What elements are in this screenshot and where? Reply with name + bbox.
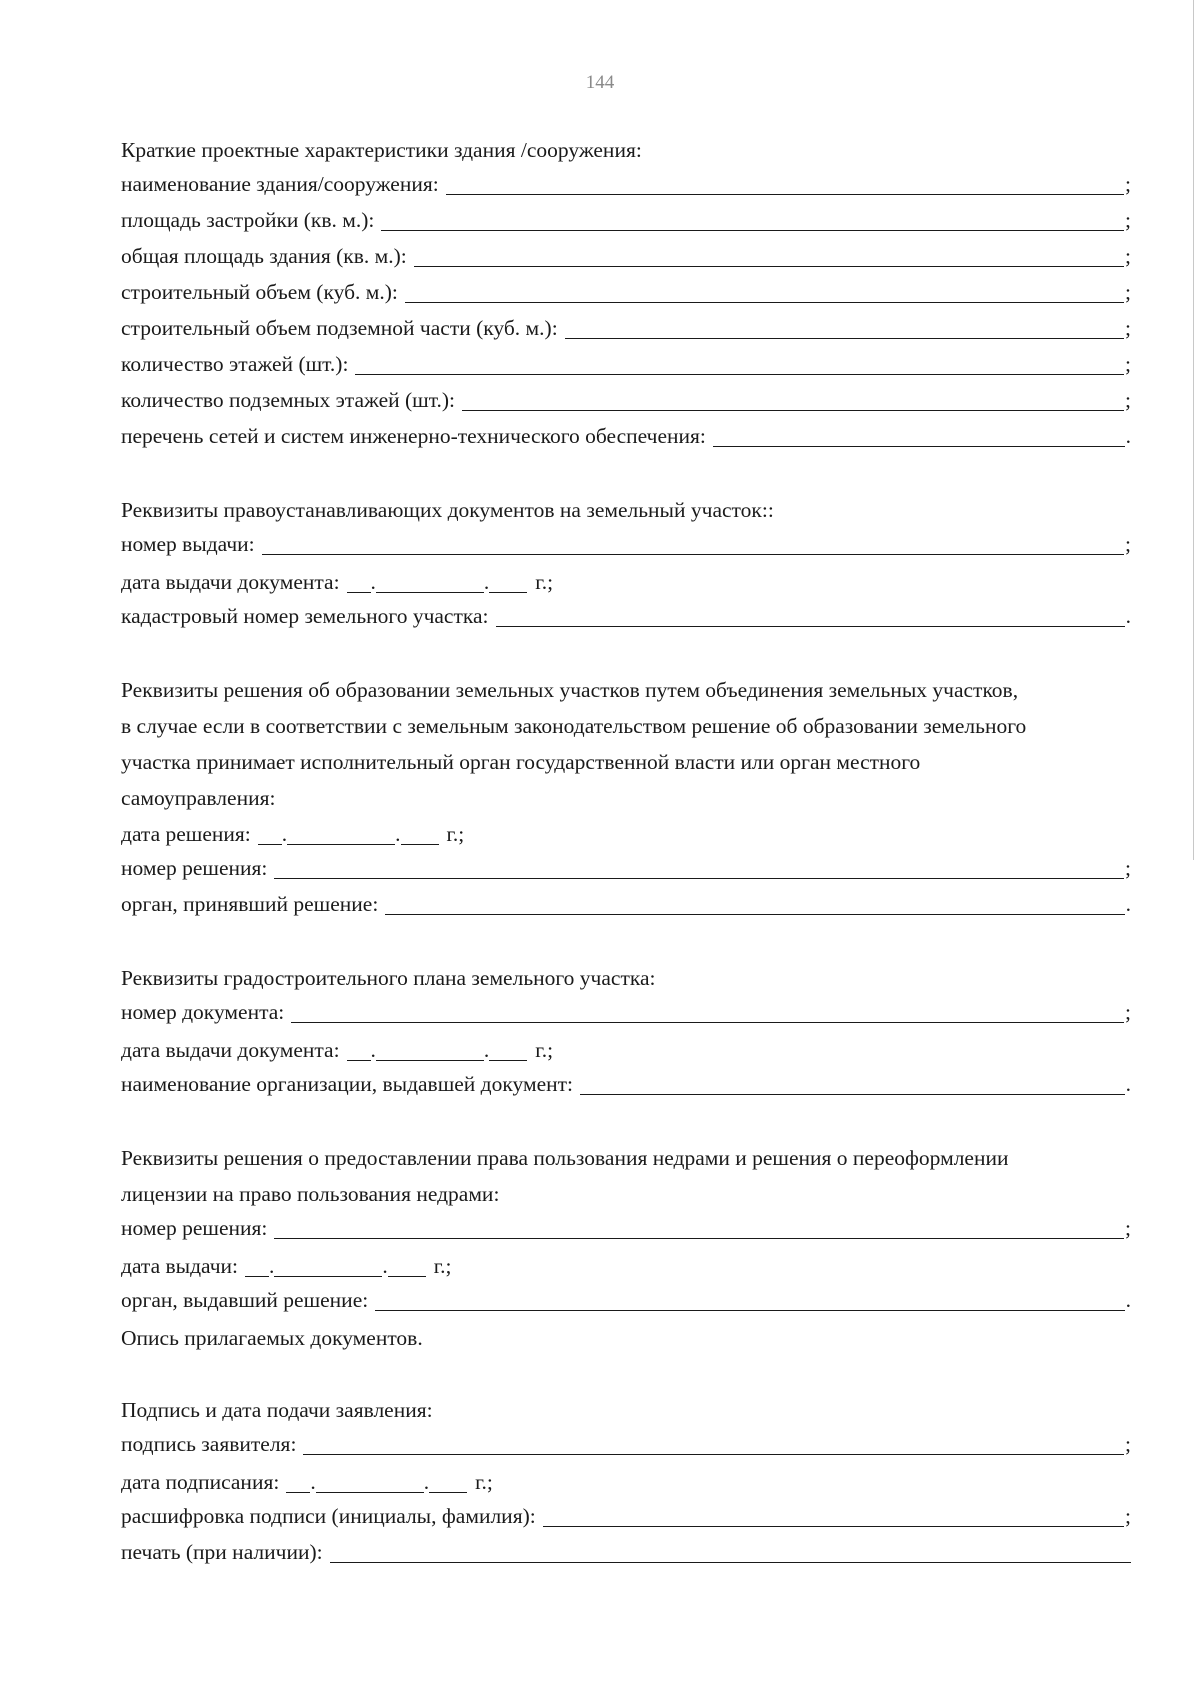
- section-title-line: Реквизиты решения о предоставлении права пользования недрами и решения о переоформлении: [121, 1146, 1009, 1170]
- section-title-line: самоуправления:: [121, 786, 276, 810]
- section-signature: [121, 1392, 1131, 1572]
- cadastral-number-input[interactable]: [496, 604, 1125, 627]
- page-edge-line: [1193, 0, 1194, 860]
- decision-number-input[interactable]: [274, 856, 1124, 879]
- section-title-line: лицензии на право пользования недрами:: [121, 1182, 500, 1206]
- building-name-input[interactable]: [446, 172, 1124, 195]
- field-building-name: [121, 168, 1131, 204]
- section-building: [121, 132, 1131, 456]
- field-end: .: [1125, 1071, 1131, 1096]
- field-end: ;: [1125, 171, 1131, 196]
- date-year-input[interactable]: [401, 823, 439, 846]
- field-gpzu-date: [121, 1032, 1131, 1068]
- date-separator: .: [423, 1470, 430, 1494]
- field-end: ;: [1125, 351, 1131, 376]
- field-end: ;: [1125, 243, 1131, 268]
- date-month-input[interactable]: [376, 571, 484, 594]
- date-month-input[interactable]: [316, 1471, 424, 1494]
- field-end: .: [1125, 1287, 1131, 1312]
- field-gpzu-number: [121, 996, 1131, 1032]
- section-title: Подпись и дата подачи заявления:: [121, 1398, 433, 1422]
- date-separator: .: [269, 1254, 275, 1278]
- field-label: количество подземных этажей (шт.):: [121, 387, 455, 412]
- subsoil-number-input[interactable]: [274, 1216, 1124, 1239]
- date-year-input[interactable]: [388, 1255, 426, 1278]
- engineering-networks-input[interactable]: [713, 424, 1125, 447]
- field-gpzu-org: [121, 1068, 1131, 1104]
- section-title: Реквизиты правоустанавливающих документов на земельный участок::: [121, 498, 774, 522]
- field-label: общая площадь здания (кв. м.):: [121, 243, 407, 268]
- field-end: ;: [1125, 387, 1131, 412]
- field-end: ;: [1125, 1431, 1131, 1456]
- field-subsoil-organ: [121, 1284, 1131, 1320]
- year-suffix: г.;: [433, 1254, 452, 1278]
- section-title-line: участка принимает исполнительный орган государственной власти или орган местного: [121, 750, 921, 774]
- field-end: .: [1125, 891, 1131, 916]
- field-label: номер решения:: [121, 1215, 268, 1240]
- field-label: площадь застройки (кв. м.):: [121, 207, 375, 232]
- underground-floors-input[interactable]: [462, 388, 1124, 411]
- field-land-doc-date: [121, 564, 1131, 600]
- field-floors: [121, 348, 1131, 384]
- field-label: дата выдачи:: [121, 1254, 239, 1278]
- date-month-input[interactable]: [274, 1255, 382, 1278]
- year-suffix: г.;: [475, 1470, 493, 1494]
- field-label: дата выдачи документа:: [121, 570, 340, 594]
- date-year-input[interactable]: [489, 571, 527, 594]
- year-suffix: г.;: [535, 1038, 554, 1062]
- field-label: дата выдачи документа:: [121, 1038, 340, 1062]
- section-title: Реквизиты градостроительного плана земельного участка:: [121, 966, 656, 990]
- field-total-area: [121, 240, 1131, 276]
- date-year-input[interactable]: [489, 1039, 527, 1062]
- field-engineering-networks: [121, 420, 1131, 456]
- page-number: 144: [585, 72, 615, 93]
- field-end: ;: [1125, 207, 1131, 232]
- field-decision-organ: [121, 888, 1131, 924]
- field-decision-date: [121, 816, 1131, 852]
- field-underground-volume: [121, 312, 1131, 348]
- field-label: кадастровый номер земельного участка:: [121, 603, 489, 628]
- field-end: ;: [1125, 1503, 1131, 1528]
- field-end: .: [1125, 423, 1131, 448]
- volume-input[interactable]: [405, 280, 1124, 303]
- field-label: печать (при наличии):: [121, 1539, 323, 1564]
- field-land-doc-number: [121, 528, 1131, 564]
- field-cadastral-number: [121, 600, 1131, 636]
- field-label: номер решения:: [121, 855, 268, 880]
- section-title-line: в случае если в соответствии с земельным законодательством решение об образовании земельного: [121, 714, 1027, 738]
- date-separator: .: [395, 822, 401, 846]
- land-doc-number-input[interactable]: [262, 532, 1124, 555]
- section-land-docs: [121, 492, 1131, 636]
- date-month-input[interactable]: [287, 823, 395, 846]
- section-gpzu: [121, 960, 1131, 1104]
- field-label: перечень сетей и систем инженерно-технического обеспечения:: [121, 423, 706, 448]
- year-suffix: г.;: [446, 822, 465, 846]
- date-separator: .: [382, 1254, 388, 1278]
- underground-volume-input[interactable]: [565, 316, 1124, 339]
- gpzu-org-input[interactable]: [580, 1072, 1125, 1095]
- seal-input[interactable]: [330, 1540, 1131, 1563]
- field-subsoil-date: [121, 1248, 1131, 1284]
- field-end: ;: [1125, 1215, 1131, 1240]
- date-separator: .: [310, 1470, 316, 1494]
- signature-decode-input[interactable]: [543, 1504, 1124, 1527]
- gpzu-number-input[interactable]: [291, 1000, 1124, 1023]
- field-end: ;: [1125, 279, 1131, 304]
- section-title-line: Реквизиты решения об образовании земельных участков путем объединения земельных участков,: [121, 678, 1019, 702]
- field-sign-date: [121, 1464, 1131, 1500]
- date-day-input[interactable]: [286, 1471, 310, 1494]
- form-content: [121, 132, 1131, 1608]
- section-formation-decision: [121, 672, 1131, 924]
- section-subsoil: [121, 1140, 1131, 1356]
- field-label: дата подписания:: [121, 1470, 280, 1494]
- field-label: номер документа:: [121, 999, 285, 1024]
- date-separator: .: [370, 570, 376, 594]
- field-end: ;: [1125, 315, 1131, 340]
- field-decision-number: [121, 852, 1131, 888]
- field-end: ;: [1125, 531, 1131, 556]
- field-end: ;: [1125, 999, 1131, 1024]
- signature-input[interactable]: [303, 1432, 1124, 1455]
- inventory-note: Опись прилагаемых документов.: [121, 1326, 423, 1350]
- field-label: строительный объем подземной части (куб. м.):: [121, 315, 558, 340]
- decision-organ-input[interactable]: [385, 892, 1124, 915]
- field-underground-floors: [121, 384, 1131, 420]
- field-label: орган, выдавший решение:: [121, 1287, 369, 1312]
- field-signature: [121, 1428, 1131, 1464]
- field-label: количество этажей (шт.):: [121, 351, 349, 376]
- field-end: ;: [1125, 855, 1131, 880]
- field-label: строительный объем (куб. м.):: [121, 279, 398, 304]
- total-area-input[interactable]: [414, 244, 1124, 267]
- date-year-input[interactable]: [429, 1471, 467, 1494]
- field-subsoil-number: [121, 1212, 1131, 1248]
- date-separator: .: [281, 822, 288, 846]
- field-label: расшифровка подписи (инициалы, фамилия):: [121, 1503, 536, 1528]
- date-day-input[interactable]: [347, 1039, 371, 1062]
- subsoil-organ-input[interactable]: [375, 1288, 1124, 1311]
- date-day-input[interactable]: [258, 823, 282, 846]
- field-built-area: [121, 204, 1131, 240]
- date-day-input[interactable]: [245, 1255, 269, 1278]
- field-label: подпись заявителя:: [121, 1431, 297, 1456]
- field-signature-decode: [121, 1500, 1131, 1536]
- field-label: дата решения:: [121, 822, 251, 846]
- field-volume: [121, 276, 1131, 312]
- field-seal: [121, 1536, 1131, 1572]
- date-separator: .: [483, 570, 490, 594]
- year-suffix: г.;: [535, 570, 554, 594]
- floors-input[interactable]: [355, 352, 1124, 375]
- field-label: наименование здания/сооружения:: [121, 171, 439, 196]
- field-label: номер выдачи:: [121, 531, 255, 556]
- date-day-input[interactable]: [347, 571, 371, 594]
- date-separator: .: [483, 1038, 490, 1062]
- field-label: наименование организации, выдавшей документ:: [121, 1071, 574, 1096]
- field-label: орган, принявший решение:: [121, 891, 379, 916]
- date-month-input[interactable]: [376, 1039, 484, 1062]
- section-title: Краткие проектные характеристики здания /сооружения:: [121, 138, 642, 162]
- built-area-input[interactable]: [381, 208, 1124, 231]
- date-separator: .: [370, 1038, 376, 1062]
- field-end: .: [1125, 603, 1131, 628]
